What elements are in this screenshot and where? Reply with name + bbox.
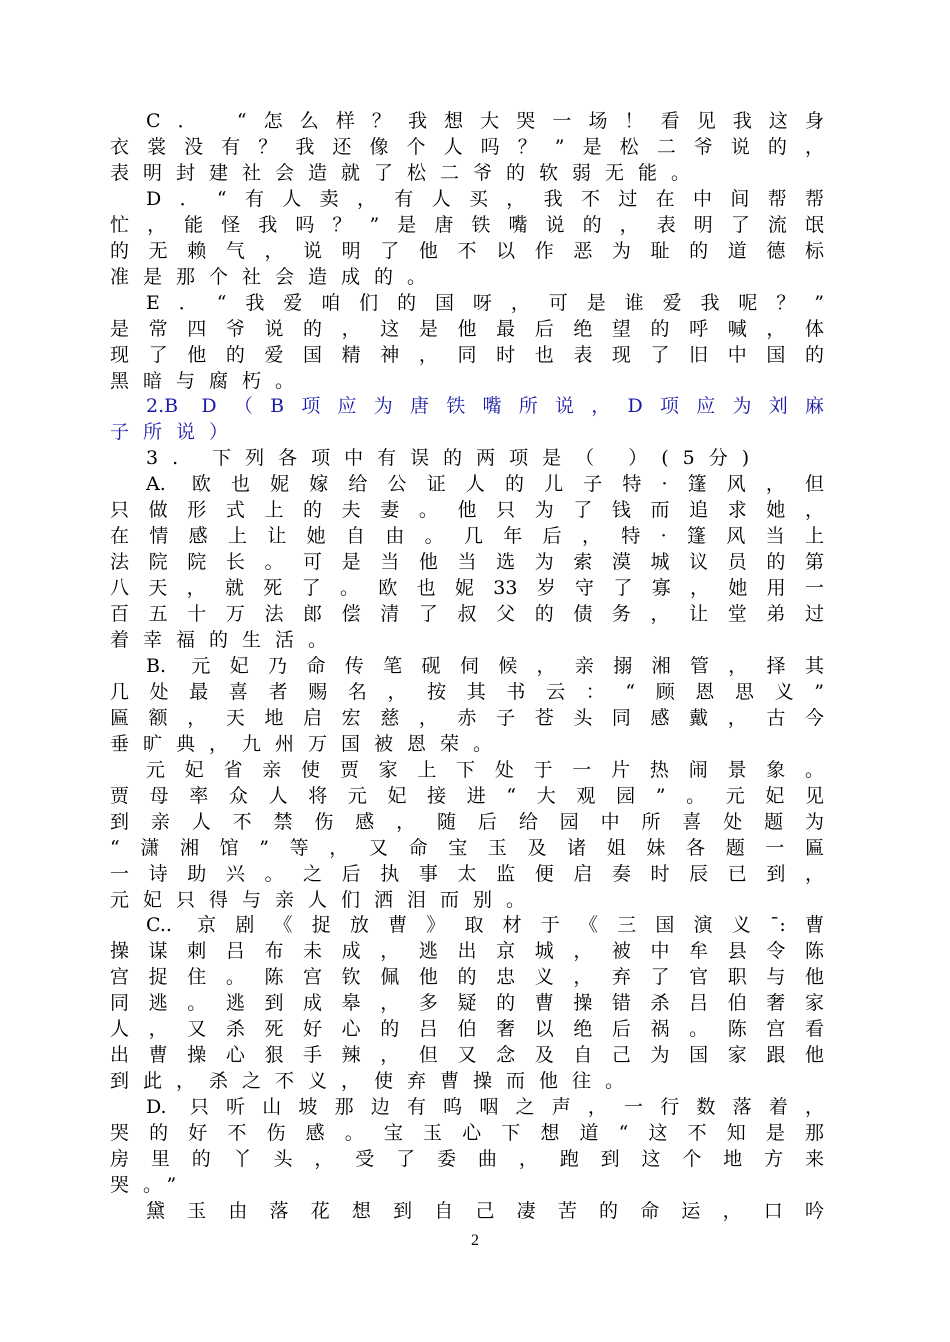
text-line: 到亲人不禁伤感，随后给园中所喜处题为 bbox=[110, 810, 824, 833]
text-line: 人，又杀死好心的吕伯奢以绝后祸。陈宫看 bbox=[110, 1018, 824, 1041]
text-line: 衣裳没有？我还像个人吗？”是松二爷说的， bbox=[110, 135, 824, 158]
text-line: C． “怎么样？我想大哭一场！看见我这身 bbox=[146, 110, 824, 132]
text-line: 的无赖气，说明了他不以作恶为耻的道德标 bbox=[110, 239, 824, 262]
text-line: D．“有人卖，有人买，我不过在中间帮帮 bbox=[146, 187, 824, 210]
text-line: 宫捉住。陈宫钦佩他的忠义，弃了官职与他 bbox=[110, 966, 824, 989]
text-line: 同逃。逃到成皋，多疑的曹操错杀吕伯奢家 bbox=[110, 992, 824, 1015]
text-line: 准是那个社会造成的。 bbox=[110, 265, 441, 288]
text-line: 在情感上让她自由。几年后，特·篷风当上 bbox=[110, 525, 824, 548]
text-line: 操谋刺吕布未成，逃出京城，被中牟县令陈 bbox=[110, 940, 824, 963]
text-line: 只做形式上的夫妻。他只为了钱而追求她， bbox=[110, 499, 824, 522]
text-line: 着幸福的生活。 bbox=[110, 629, 342, 651]
text-line: 2.B D（B项应为唐铁嘴所说，D项应为刘麻 bbox=[146, 395, 824, 418]
text-line: 黑暗与腐朽。 bbox=[110, 369, 309, 392]
text-line: 出曹操心狠手辣，但又念及自己为国家跟他 bbox=[110, 1044, 824, 1067]
text-line: C.. 京剧《捉放曹》取材于《三国演义¯:曹 bbox=[146, 914, 824, 937]
text-line: 一诗助兴。之后执事太监便启奏时辰已到， bbox=[110, 862, 824, 885]
text-line: D. 只听山坡那边有呜咽之声，一行数落着， bbox=[146, 1096, 824, 1119]
text-line: 3. 下列各项中有误的两项是（ ）(5分) bbox=[146, 447, 764, 470]
text-line: 黛玉由落花想到自己凄苦的命运，口吟 bbox=[146, 1199, 824, 1222]
text-line: 法院院长。可是当他当选为索漠城议员的第 bbox=[110, 551, 824, 574]
text-line: A. 欧也妮嫁给公证人的儿子特·篷风，但 bbox=[146, 473, 824, 496]
text-line: 是常四爷说的，这是他最后绝望的呼喊，体 bbox=[110, 317, 824, 340]
text-line: 哭的好不伤感。宝玉心下想道“这不知是那 bbox=[110, 1122, 824, 1145]
text-line: 匾额，天地启宏慈，赤子苍头同感戴，古今 bbox=[110, 706, 824, 729]
text-line: 现了他的爱国精神，同时也表现了旧中国的 bbox=[110, 343, 824, 366]
text-line: 忙，能怪我吗？”是唐铁嘴说的，表明了流氓 bbox=[110, 213, 824, 236]
page-number: 2 bbox=[471, 1232, 479, 1249]
text-line: 房里的丫头，受了委曲，跑到这个地方来 bbox=[110, 1148, 824, 1170]
text-line: 到此，杀之不义，使弃曹操而他往。 bbox=[110, 1070, 639, 1093]
text-line: 子所说） bbox=[110, 421, 243, 444]
text-line: 表明封建社会造就了松二爷的软弱无能。 bbox=[110, 161, 705, 184]
text-line: 百五十万法郎偿清了叔父的债务，让堂弟过 bbox=[110, 603, 824, 626]
text-line: B. 元妃乃命传笔砚伺候，亲搦湘管，择其 bbox=[146, 654, 824, 677]
text-line: 八天，就死了。欧也妮33岁守了寡，她用一 bbox=[110, 577, 824, 600]
text-line: “潇湘馆”等，又命宝玉及诸姐妹各题一匾 bbox=[110, 836, 824, 859]
text-line: 垂旷典，九州万国被恩荣。 bbox=[110, 732, 507, 755]
text-line: E．“我爱咱们的国呀，可是谁爱我呢？” bbox=[146, 291, 824, 314]
text-line: 元妃只得与亲人们洒泪而别。 bbox=[110, 888, 540, 911]
text-line: 几处最喜者赐名，按其书云：“顾恩思义” bbox=[110, 680, 824, 703]
text-line: 贾母率众人将元妃接进“大观园”。元妃见 bbox=[110, 784, 824, 807]
text-line: 哭。” bbox=[110, 1173, 191, 1196]
text-line: 元妃省亲使贾家上下处于一片热闹景象。 bbox=[146, 758, 824, 781]
